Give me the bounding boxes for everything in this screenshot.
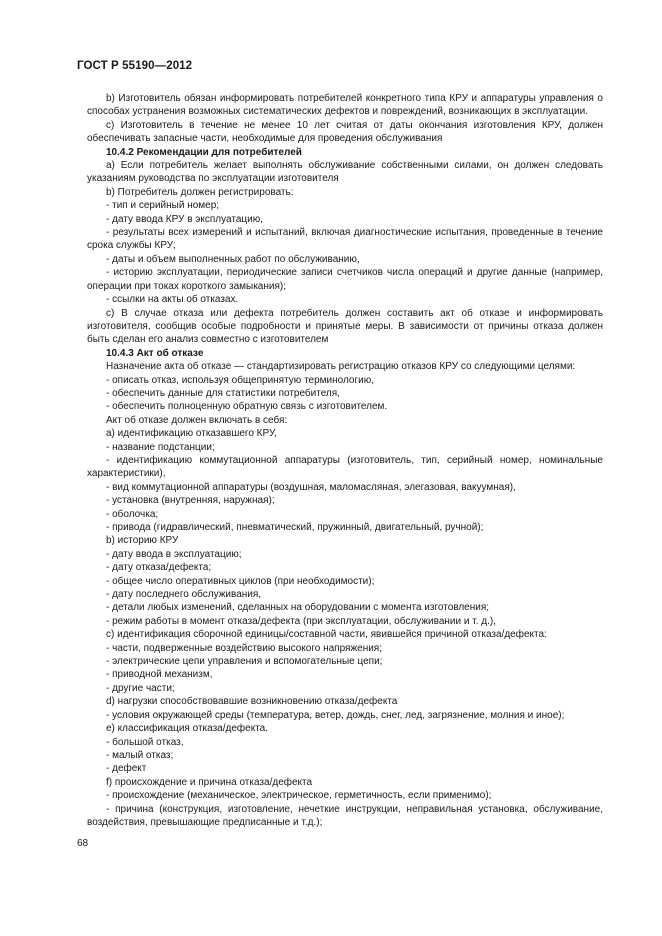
paragraph: - обеспечить данные для статистики потребителя, bbox=[106, 387, 340, 399]
paragraph: f) происхождение и причина отказа/дефекта bbox=[106, 776, 313, 788]
paragraph: - детали любых изменений, сделанных на оборудовании с момента изготовления; bbox=[106, 602, 490, 614]
paragraph: - установка (внутренняя, наружная); bbox=[106, 495, 275, 507]
paragraph: - оболочка; bbox=[106, 508, 159, 520]
paragraph: - дату ввода КРУ в эксплуатацию, bbox=[106, 213, 263, 225]
paragraph: - обеспечить полноценную обратную связь с изготовителем. bbox=[106, 401, 388, 413]
paragraph: c) В случае отказа или дефекта потребитель должен составить акт об отказе и информировать изготовителя, сообщив особые подробности и принятые меры. В зависимости от причины отказа должен быть сделан его анализ совместно с изготовителем bbox=[87, 307, 603, 346]
paragraph: Назначение акта об отказе — стандартизировать регистрацию отказов КРУ со следующими целями: bbox=[106, 361, 576, 373]
paragraph: b) Потребитель должен регистрировать: bbox=[106, 186, 294, 198]
paragraph: - причина (конструкция, изготовление, нечеткие инструкции, неправильная установка, обслуживание, воздействия, превышающие предписанные и т.д.); bbox=[87, 803, 603, 828]
paragraph: - идентификацию коммутационной аппаратуры (изготовитель, тип, серийный номер, номинальные характеристики), bbox=[87, 454, 603, 480]
paragraph: - дату последнего обслуживания, bbox=[106, 589, 262, 601]
paragraph: - части, подверженные воздействию высокого напряжения; bbox=[106, 642, 383, 654]
paragraph: - вид коммутационной аппаратуры (воздушная, маломасляная, элегазовая, вакуумная), bbox=[106, 481, 516, 493]
paragraph: - дату отказа/дефекта; bbox=[106, 562, 212, 574]
paragraph: - ссылки на акты об отказах. bbox=[106, 294, 239, 306]
paragraph: - малый отказ; bbox=[106, 749, 174, 761]
paragraph: - даты и объем выполненных работ по обслуживанию, bbox=[106, 253, 360, 265]
paragraph: - историю эксплуатации, периодические записи счетчиков числа операций и другие данные (например, операции при токах короткого замыкания); bbox=[87, 267, 603, 292]
paragraph: - электрические цепи управления и вспомогательные цепи; bbox=[106, 656, 383, 668]
paragraph: - название подстанции; bbox=[106, 441, 215, 453]
paragraph: а) идентификацию отказавшего КРУ, bbox=[106, 428, 277, 440]
paragraph: а) Если потребитель желает выполнять обслуживание собственными силами, он должен следовать указаниям руководства по эксплуатации изготовителя bbox=[87, 160, 603, 185]
paragraph: Акт об отказе должен включать в себя: bbox=[106, 414, 288, 426]
paragraph: b) Изготовитель обязан информировать потребителей конкретного типа КРУ и аппаратуры управления о способах устранения возможных систематических дефектов и повреждений, возникающих в эксплуатации. bbox=[87, 93, 603, 118]
paragraph: - другие части; bbox=[106, 682, 175, 694]
paragraph: - приводной механизм, bbox=[106, 669, 213, 681]
paragraph: - дату ввода в эксплуатацию; bbox=[106, 548, 242, 560]
section-heading: 10.4.2 Рекомендации для потребителей bbox=[106, 146, 302, 158]
paragraph: c) Изготовитель в течение не менее 10 лет считая от даты окончания изготовления КРУ, должен обеспечивать запасные части, необходимые для проведения обслуживания bbox=[87, 119, 603, 145]
paragraph: - режим работы в момент отказа/дефекта (при эксплуатации, обслуживании и т. д.), bbox=[106, 615, 496, 627]
paragraph: d) нагрузки способствовавшие возникновению отказа/дефекта bbox=[106, 696, 398, 708]
paragraph: - привода (гидравлический, пневматический, пружинный, двигательный, ручной); bbox=[106, 522, 484, 533]
document-header: ГОСТ Р 55190—2012 bbox=[77, 60, 193, 72]
paragraph: - описать отказ, используя общепринятую терминологию, bbox=[106, 374, 375, 386]
paragraph: - большой отказ, bbox=[106, 736, 184, 748]
paragraph: - условия окружающей среды (температура, ветер, дождь, снег, лед, загрязнение, молния и иное); bbox=[106, 709, 565, 721]
paragraph: - общее число оперативных циклов (при необходимости); bbox=[106, 575, 375, 587]
paragraph: - дефект bbox=[106, 763, 147, 775]
paragraph: e) классификация отказа/дефекта. bbox=[106, 723, 268, 735]
paragraph: - происхождение (механическое, электрическое, герметичность, если применимо); bbox=[106, 790, 492, 802]
paragraph: c) идентификация сборочной единицы/составной части, явившейся причиной отказа/дефекта: bbox=[106, 629, 547, 641]
body-text bbox=[87, 92, 603, 829]
page-number: 68 bbox=[77, 838, 89, 849]
paragraph: - тип и серийный номер; bbox=[106, 200, 220, 212]
paragraph: b) историю КРУ bbox=[106, 535, 179, 547]
section-heading: 10.4.3 Акт об отказе bbox=[106, 347, 204, 359]
paragraph: - результаты всех измерений и испытаний, включая диагностические испытания, проведенные в течение срока службы КРУ; bbox=[87, 227, 603, 252]
